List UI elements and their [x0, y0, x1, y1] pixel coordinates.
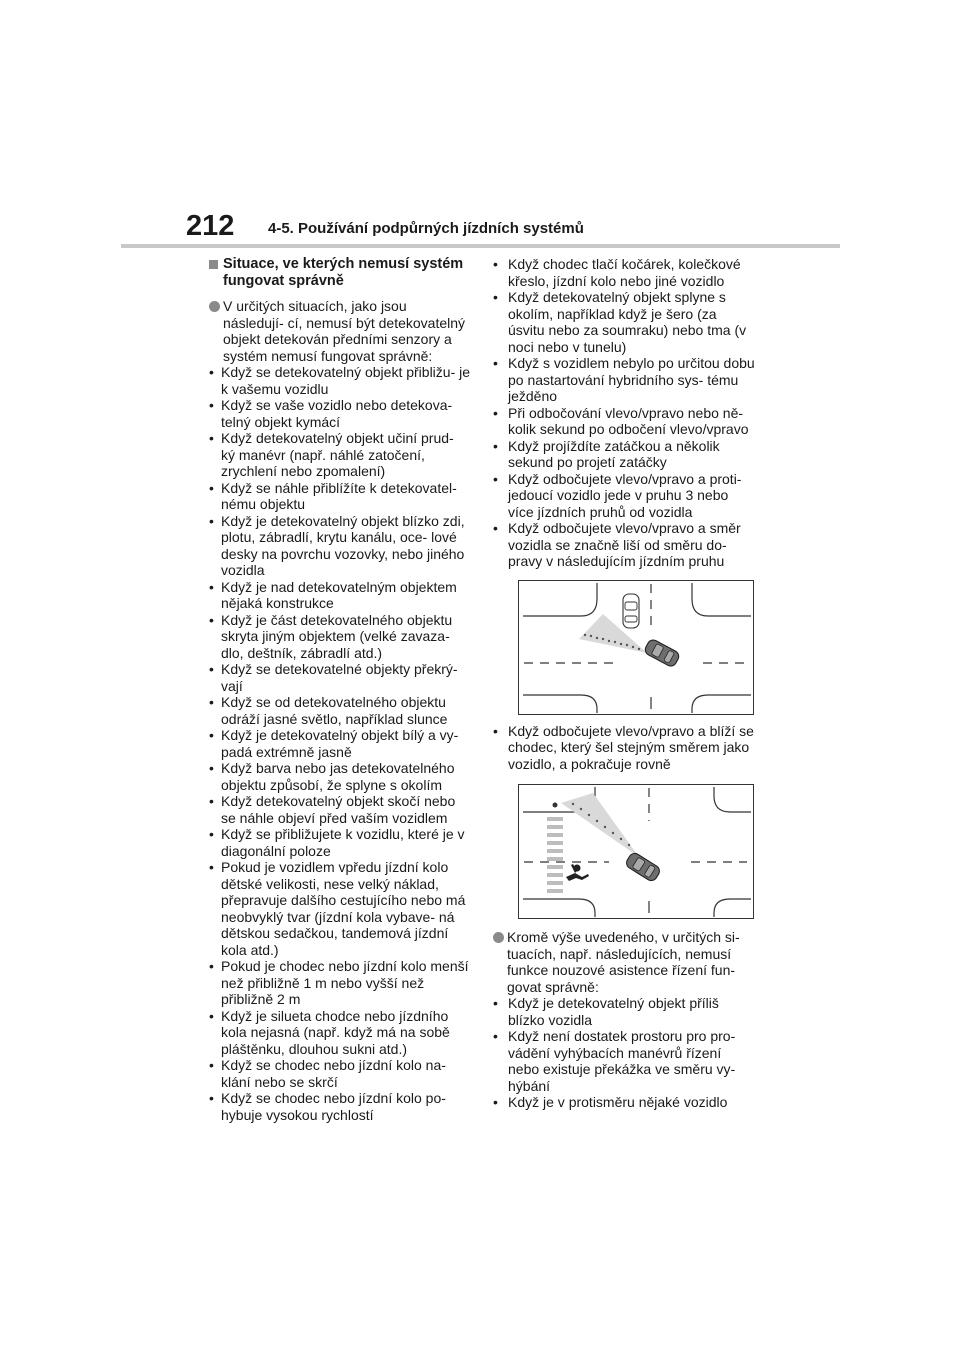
section-title: 4-5. Používání podpůrných jízdních systémů — [268, 220, 584, 237]
illustration-left-turn-pedestrian — [518, 784, 754, 919]
list-item: • Když se náhle přiblížíte k detekovatel- nému objektu — [209, 480, 471, 513]
section-heading — [209, 256, 471, 290]
list-item: • Když odbočujete vlevo/vpravo a proti- jedoucí vozidlo jede v pruhu 3 nebo více jízdních pruhů od vozidla — [493, 471, 755, 521]
list-item: • Pokud je chodec nebo jízdní kolo menší než přibližně 1 m nebo vyšší než přibližně 2 m — [209, 958, 471, 1008]
list-item: • Když odbočujete vlevo/vpravo a směr vozidla se značně liší od směru do- pravy v následujícím jízdním pruhu — [493, 520, 755, 570]
list-item: • Když detekovatelný objekt skočí nebo se náhle objeví před vaším vozidlem — [209, 793, 471, 826]
right-bullet-list-c — [493, 995, 755, 1111]
intro-paragraph — [209, 298, 471, 364]
list-item: • Při odbočování vlevo/vpravo nebo ně- kolik sekund po odbočení vlevo/vpravo — [493, 405, 755, 438]
page-number: 212 — [186, 210, 235, 242]
right-column — [493, 256, 755, 1111]
intro-text: V určitých situacích, jako jsou následují- cí, nemusí být detekovatelný objekt detekován předními senzory a systém nemusí fungovat správně: — [223, 298, 466, 364]
list-item: • Když s vozidlem nebylo po určitou dobu po nastartování hybridního sys- tému ježděno — [493, 355, 755, 405]
circle-bullet-icon — [209, 301, 220, 312]
list-item: • Když se chodec nebo jízdní kolo na- klání nebo se skrčí — [209, 1057, 471, 1090]
list-item: • Když se přibližujete k vozidlu, které je v diagonální poloze — [209, 826, 471, 859]
list-item: • Když barva nebo jas detekovatelného objektu způsobí, že splyne s okolím — [209, 760, 471, 793]
intro-text-2: Kromě výše uvedeného, v určitých si- tuacích, např. následujících, nemusí funkce nouzové asistence řízení fun- govat správně: — [507, 929, 740, 995]
list-item: • Když je silueta chodce nebo jízdního kola nejasná (např. když má na sobě pláštěnku, dlouhou sukni atd.) — [209, 1008, 471, 1058]
list-item: • Když se detekovatelné objekty překrý- vají — [209, 661, 471, 694]
left-bullet-list — [209, 364, 471, 1123]
list-item: • Když se od detekovatelného objektu odráží jasné světlo, například slunce — [209, 694, 471, 727]
header-rule — [121, 244, 840, 248]
list-item: • Když je část detekovatelného objektu skryta jiným objektem (velké zavaza- dlo, deštník, zábradlí atd.) — [209, 612, 471, 662]
list-item: • Když je v protisměru nějaké vozidlo — [493, 1094, 755, 1111]
list-item: • Když projíždíte zatáčkou a několik sekund po projetí zatáčky — [493, 438, 755, 471]
list-item: • Když není dostatek prostoru pro pro- vádění vyhýbacích manévrů řízení nebo existuje překážka ve směru vy- hýbání — [493, 1028, 755, 1094]
intro-paragraph-2 — [493, 929, 755, 995]
list-item: • Když je detekovatelný objekt bílý a vy- padá extrémně jasně — [209, 727, 471, 760]
list-item: • Pokud je vozidlem vpředu jízdní kolo dětské velikosti, nese velký náklad, přepravuje dalšího cestujícího nebo má neobvyklý tvar (jízdní kola vybave- ná dětskou sedačkou, tandemová jízdní kola atd.) — [209, 859, 471, 958]
list-item: • Když detekovatelný objekt učiní prud- ký manévr (např. náhlé zatočení, zrychlení nebo zpomalení) — [209, 430, 471, 480]
list-item: • Když je detekovatelný objekt blízko zdi, plotu, zábradlí, krytu kanálu, oce- lové desky na povrchu vozovky, nebo jiného vozidla — [209, 513, 471, 579]
square-bullet-icon — [209, 260, 218, 269]
right-bullet-list-b — [493, 723, 755, 773]
circle-bullet-icon — [493, 932, 504, 943]
list-item: • Když chodec tlačí kočárek, kolečkové křeslo, jízdní kolo nebo jiné vozidlo — [493, 256, 755, 289]
list-item: • Když detekovatelný objekt splyne s okolím, například když je šero (za úsvitu nebo za soumraku) nebo tma (v noci nebo v tunelu) — [493, 289, 755, 355]
list-item: • Když se chodec nebo jízdní kolo po- hybuje vysokou rychlostí — [209, 1090, 471, 1123]
list-item: • Když odbočujete vlevo/vpravo a blíží se chodec, který šel stejným směrem jako vozidlo, a pokračuje rovně — [493, 723, 755, 773]
right-bullet-list-a — [493, 256, 755, 570]
left-column — [209, 256, 471, 1123]
list-item: • Když je nad detekovatelným objektem nějaká konstrukce — [209, 579, 471, 612]
heading-text: Situace, ve kterých nemusí systém fungovat správně — [223, 256, 464, 289]
illustration-left-turn-oncoming — [518, 580, 754, 715]
list-item: • Když se vaše vozidlo nebo detekova- telný objekt kymácí — [209, 397, 471, 430]
list-item: • Když se detekovatelný objekt přibližu- je k vašemu vozidlu — [209, 364, 471, 397]
list-item: • Když je detekovatelný objekt příliš blízko vozidla — [493, 995, 755, 1028]
